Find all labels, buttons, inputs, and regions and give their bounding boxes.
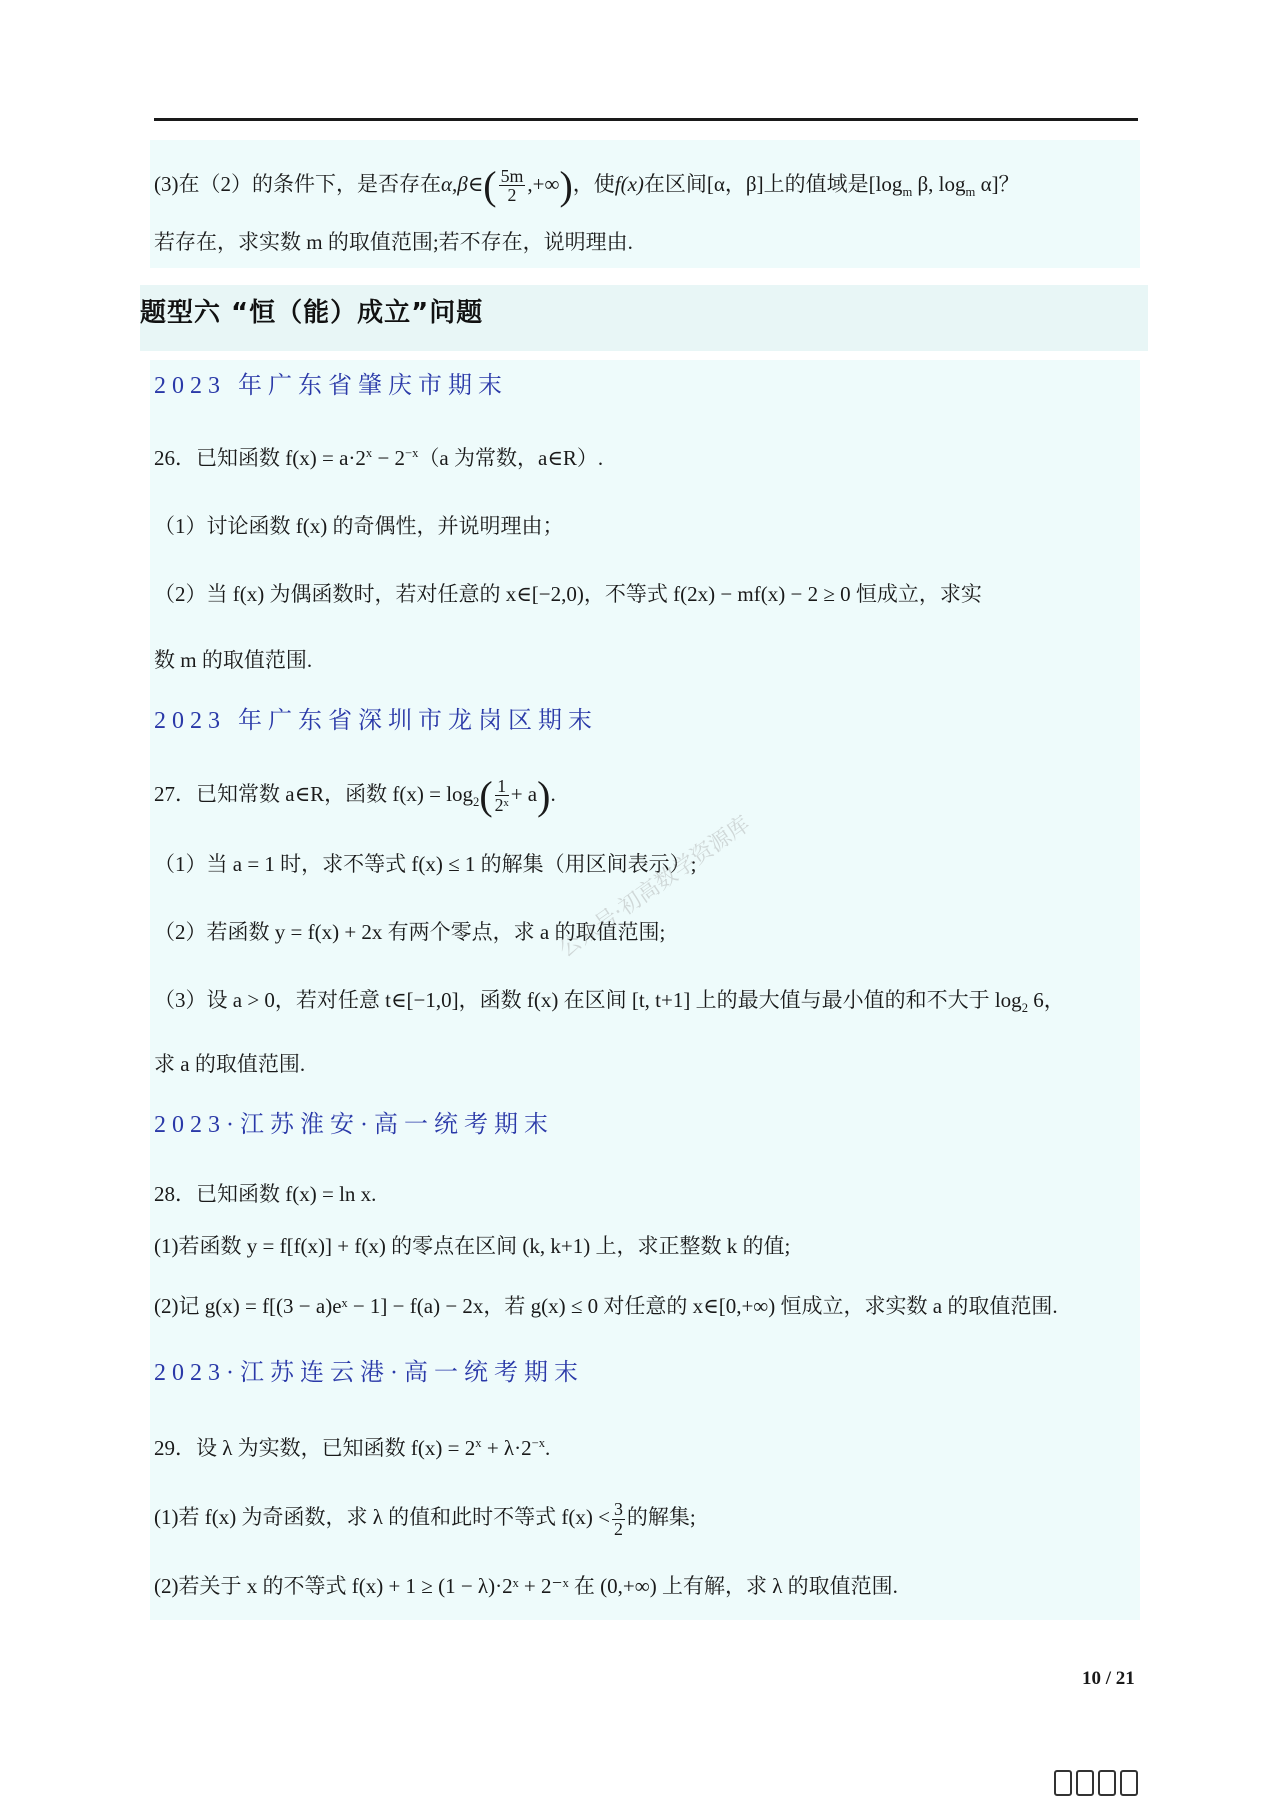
q27-part1: （1）当 a = 1 时，求不等式 f(x) ≤ 1 的解集（用区间表示）; <box>154 852 697 876</box>
q25-part3-line1: (3)在（2）的条件下，是否存在α,β∈( $\frac{5m}{2}$ ,+∞)，使f(x)在区间[α，β]上的值域是[$\log_m$ β, $\log_m \alpha$]？ <box>154 163 1020 208</box>
q25-part3-line2: 若存在，求实数 m 的取值范围;若不存在，说明理由. <box>154 230 633 254</box>
thumb-icon <box>1054 1770 1072 1796</box>
page-number: 10 / 21 <box>1082 1668 1135 1689</box>
q27-part2: （2）若函数 y = f(x) + 2x 有两个零点，求 a 的取值范围; <box>154 920 666 944</box>
thumb-icon <box>1098 1770 1116 1796</box>
q28-stem: 28．已知函数 f(x) = ln x. <box>154 1182 377 1206</box>
q27-part3-cont: 求 a 的取值范围. <box>154 1052 306 1076</box>
section-title: 题型六 “恒（能）成立”问题 <box>140 298 484 328</box>
watermark: 公众号·初高数学资源库 <box>554 811 755 963</box>
q28-part1: (1)若函数 y = f[f(x)] + f(x) 的零点在区间 (k, k+1) 上，求正整数 k 的值; <box>154 1234 791 1258</box>
thumb-icon <box>1076 1770 1094 1796</box>
fraction-5m-over-2: $\frac{5m}{2}$ <box>500 165 524 206</box>
q29-part2: (2)若关于 x 的不等式 f(x) + 1 ≥ (1 − λ)·2ˣ + 2⁻ˣ 在 (0,+∞) 上有解，求 λ 的取值范围. <box>154 1574 898 1598</box>
q27-part3: （3）设 a > 0，若对任意 t∈[−1,0]，函数 f(x) 在区间 [t, t+1] 上的最大值与最小值的和不大于 $\log_2 6$， <box>154 988 1065 1016</box>
source-label-longgang: 2023 年广东省深圳市龙岗区期末 <box>154 708 598 734</box>
fraction-3-over-2: $\frac{3}{2}$ <box>613 1499 623 1539</box>
q26-part1: （1）讨论函数 f(x) 的奇偶性，并说明理由； <box>154 514 564 538</box>
q26-part2: （2）当 f(x) 为偶函数时，若对任意的 x∈[−2,0)，不等式 f(2x) − mf(x) − 2 ≥ 0 恒成立，求实 <box>154 582 982 606</box>
thumbnail-strip-icon[interactable] <box>1054 1770 1138 1796</box>
q26-stem: 26．已知函数 $f(x) = a\cdot 2^x - 2^{-x}(a$ 为常数，a∈R）. <box>154 446 604 470</box>
fraction-1-over-2x: $\frac{1}{\text{2ˣ}}$ <box>494 775 509 816</box>
header-rule <box>154 118 1138 121</box>
source-label-huaian: 2023·江苏淮安·高一统考期末 <box>154 1112 554 1138</box>
q29-stem: 29．设 λ 为实数，已知函数 $f(x) = 2^x + \lambda\cdot 2^{-x}$. <box>154 1436 551 1460</box>
q26-part2-cont: 数 m 的取值范围. <box>154 648 313 672</box>
q29-part1: (1)若 f(x) 为奇函数，求 λ 的值和此时不等式 f(x) < $\frac{3}{2}$ 的解集; <box>154 1499 696 1539</box>
source-label-zhaoqing: 2023 年广东省肇庆市期末 <box>154 373 508 399</box>
thumb-icon <box>1120 1770 1138 1796</box>
source-label-lianyungang: 2023·江苏连云港·高一统考期末 <box>154 1360 584 1386</box>
q27-stem: 27．已知常数 a∈R，函数 $f(x) = \log_2$( $\frac{1}{\text{2ˣ}}$ + a). <box>154 773 556 818</box>
q28-part2: (2)记 g(x) = f[(3 − a)eˣ − 1] − f(a) − 2x，若 g(x) ≤ 0 对任意的 x∈[0,+∞) 恒成立，求实数 a 的取值范围. <box>154 1294 1058 1318</box>
